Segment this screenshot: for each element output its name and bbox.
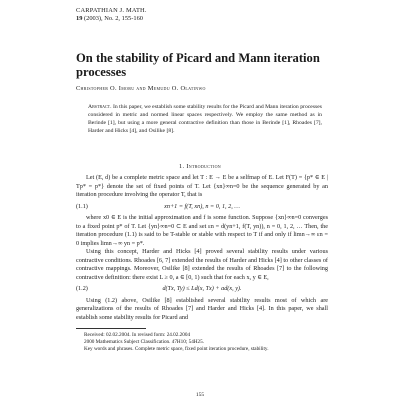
footnote-rule [76, 328, 146, 329]
abstract-label: Abstract. [88, 104, 112, 110]
equation-1-1 [76, 203, 328, 212]
body-text [76, 174, 328, 353]
paragraph-3: Using this concept, Harder and Hicks [4] proved several stability results under various contractive conditions. Rhoades [6, 7] extended the results of Harder and Hicks [4] to other classes of contractive mappings. Moreover, Osilike [8] extended the results of Rhoades [7] to the following contractive definition: there exist L ≥ 0, a ∈ [0, 1) such that for each x, y ∈ E, [76, 248, 328, 281]
journal-header [76, 7, 147, 23]
paragraph-2: where x0 ∈ E is the initial approximation and f is some function. Suppose {xn}∞n=0 converges to a fixed point p* of T. Let {yn}∞n=0 ⊂ E and set εn = d(yn+1, f(T, yn)), n = 0, 1, 2, … Then, the iteration procedure (1.1) is said to be T-stable or stable with respect to T if and only if limn→∞ εn = 0 implies limn→∞ yn = p*. [76, 214, 328, 247]
journal-name: CARPATHIAN J. MATH. [76, 7, 147, 14]
equation-number: (1.1) [76, 202, 88, 210]
journal-issue: (2003), No. 2, [84, 15, 121, 22]
section-heading: 1. Introduction [179, 163, 221, 170]
journal-volume: 19 [76, 15, 83, 22]
footnote-received: Received: 02.02.2004. In revised form: 24.02.2004 [84, 332, 191, 338]
footnote-msc: 2000 Mathematics Subject Classification. 47H10; 54H25. [84, 339, 205, 345]
journal-pages: 155-160 [121, 15, 143, 22]
page-number: 155 [195, 392, 205, 398]
abstract [88, 103, 322, 135]
footnote-keywords: Key words and phrases. Complete metric space, fixed point iteration procedure, stability. [84, 346, 269, 352]
footnotes [76, 332, 328, 353]
paper-title: On the stability of Picard and Mann iteration processes [76, 51, 320, 79]
equation-expression: xn+1 = f(T, xn), n = 0, 1, 2, … [164, 202, 240, 210]
paragraph-4: Using (1.2) above, Osilike [8] established several stability results most of which are generalizations of the results of Rhoades [7] and Harder and Hicks [4]. In this paper, we shall establish some stability results for Picard and [76, 296, 328, 321]
equation-1-2 [76, 285, 328, 294]
equation-number: (1.2) [76, 285, 88, 292]
paragraph-1: Let (E, d) be a complete metric space and let T : E → E be a selfmap of E. Let F(T) = {p* ∈ E | Tp* = p*} denote the set of fixed points of T. Let {xn}∞n=0 be the sequence generated by an iteration procedure involving the operator T, that is [76, 174, 328, 198]
equation-expression: d(Tx, Ty) ≤ Ld(x, Tx) + ad(x, y). [162, 285, 242, 292]
paper-authors: Christopher O. Imoru and Memudu O. Olatinwo [76, 85, 206, 92]
abstract-text: In this paper, we establish some stability results for the Picard and Mann iteration processes considered in metric and normed linear spaces respectively. We employ the same method as in Berinde [1], but using a more general contractive definition than those in Berinde [1], Rhoades [7], Harder and Hicks [4], and Osilike [8]. [88, 104, 322, 134]
